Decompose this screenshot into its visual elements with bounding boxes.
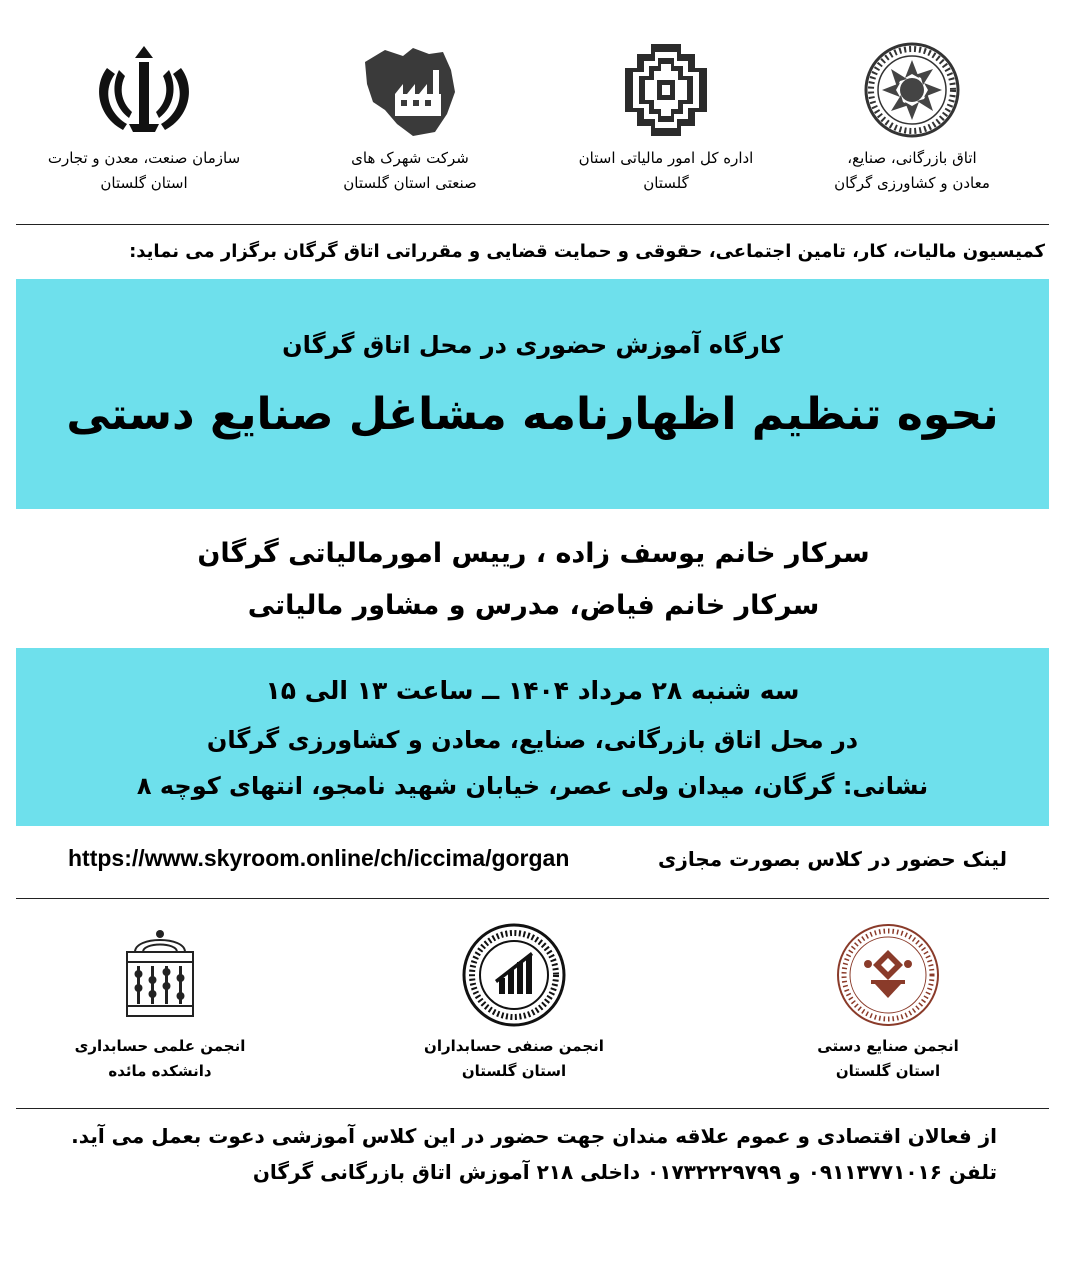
organizer-intro: کمیسیون مالیات، کار، تامین اجتماعی، حقوقی و حمایت قضایی و مقرراتی اتاق گرگان برگزار می نماید: [129,241,1045,262]
online-class-link[interactable]: https://www.skyroom.online/ch/iccima/gorgan [68,845,570,871]
assoc-accountants-guild [394,922,634,1084]
logo-caption-line2: استان گلستان [100,174,188,192]
assoc-caption [768,1034,1008,1084]
speaker-1: سرکار خانم یوسف زاده ، رییس امورمالیاتی گرگان [197,538,870,569]
invitation-text: از فعالان اقتصادی و عموم علاقه مندان جهت حضور در این کلاس آموزشی دعوت بعمل می آید. [71,1124,997,1148]
logo-caption-line1: سازمان صنعت، معدن و تجارت [47,149,241,167]
workshop-banner [16,279,1049,509]
divider [16,224,1049,225]
online-link-label: لینک حضور در کلاس بصورت مجازی [657,847,1007,871]
assoc-caption [394,1034,634,1084]
chamber-seal-icon [857,40,967,140]
logo-industrial-estates [290,40,530,196]
logo-chamber-of-commerce [792,40,1032,196]
workshop-subtitle: کارگاه آموزش حضوری در محل اتاق گرگان [282,331,783,359]
logo-caption-line2: معادن و کشاورزی گرگان [834,174,990,192]
logo-caption-line1: شرکت شهرک های [351,149,469,167]
speaker-2: سرکار خانم فیاض، مدرس و مشاور مالیاتی [247,590,820,621]
event-datetime: سه شنبه ۲۸ مرداد ۱۴۰۴ ــ ساعت ۱۳ الی ۱۵ [265,676,800,705]
logo-caption-line2: گلستان [643,174,689,192]
logo-caption [792,146,1032,196]
assoc-caption-line2: دانشکده مائده [108,1062,212,1080]
assoc-caption [40,1034,280,1084]
logo-caption-line1: اتاق بازرگانی، صنایع، [847,149,977,167]
tax-emblem-icon [611,40,721,140]
assoc-caption-line2: استان گلستان [461,1062,567,1080]
iran-emblem-icon [89,40,199,140]
event-venue: در محل اتاق بازرگانی، صنایع، معادن و کشاورزی گرگان [206,726,859,754]
accounting-society-icon [107,922,213,1028]
handicrafts-seal-icon [835,922,941,1028]
logo-tax-administration [546,40,786,196]
assoc-caption-line1: انجمن علمی حسابداری [74,1037,246,1055]
logo-caption [24,146,264,196]
assoc-caption-line2: استان گلستان [835,1062,941,1080]
event-address: نشانی: گرگان، میدان ولی عصر، خیابان شهید نامجو، انتهای کوچه ۸ [136,772,929,800]
divider [16,898,1049,899]
assoc-caption-line1: انجمن صنایع دستی [817,1037,959,1055]
industrial-map-icon [355,40,465,140]
contact-info: تلفن ۰۹۱۱۳۷۷۱۰۱۶ و ۰۱۷۳۲۲۲۹۷۹۹ داخلی ۲۱۸ آموزش اتاق بازرگانی گرگان [252,1160,997,1184]
logo-caption-line1: اداره کل امور مالیاتی استان [578,149,754,167]
logo-industry-mine-trade [24,40,264,196]
accountants-seal-icon [461,922,567,1028]
logo-caption [546,146,786,196]
assoc-caption-line1: انجمن صنفی حسابداران [424,1037,604,1055]
workshop-title: نحوه تنظیم اظهارنامه مشاغل صنایع دستی [66,389,999,440]
assoc-handicrafts [768,922,1008,1084]
online-link-row [16,843,1051,883]
logo-caption [290,146,530,196]
divider [16,1108,1049,1109]
assoc-accounting-society [40,922,280,1084]
event-info-banner [16,648,1049,826]
logo-caption-line2: صنعتی استان گلستان [343,174,477,192]
